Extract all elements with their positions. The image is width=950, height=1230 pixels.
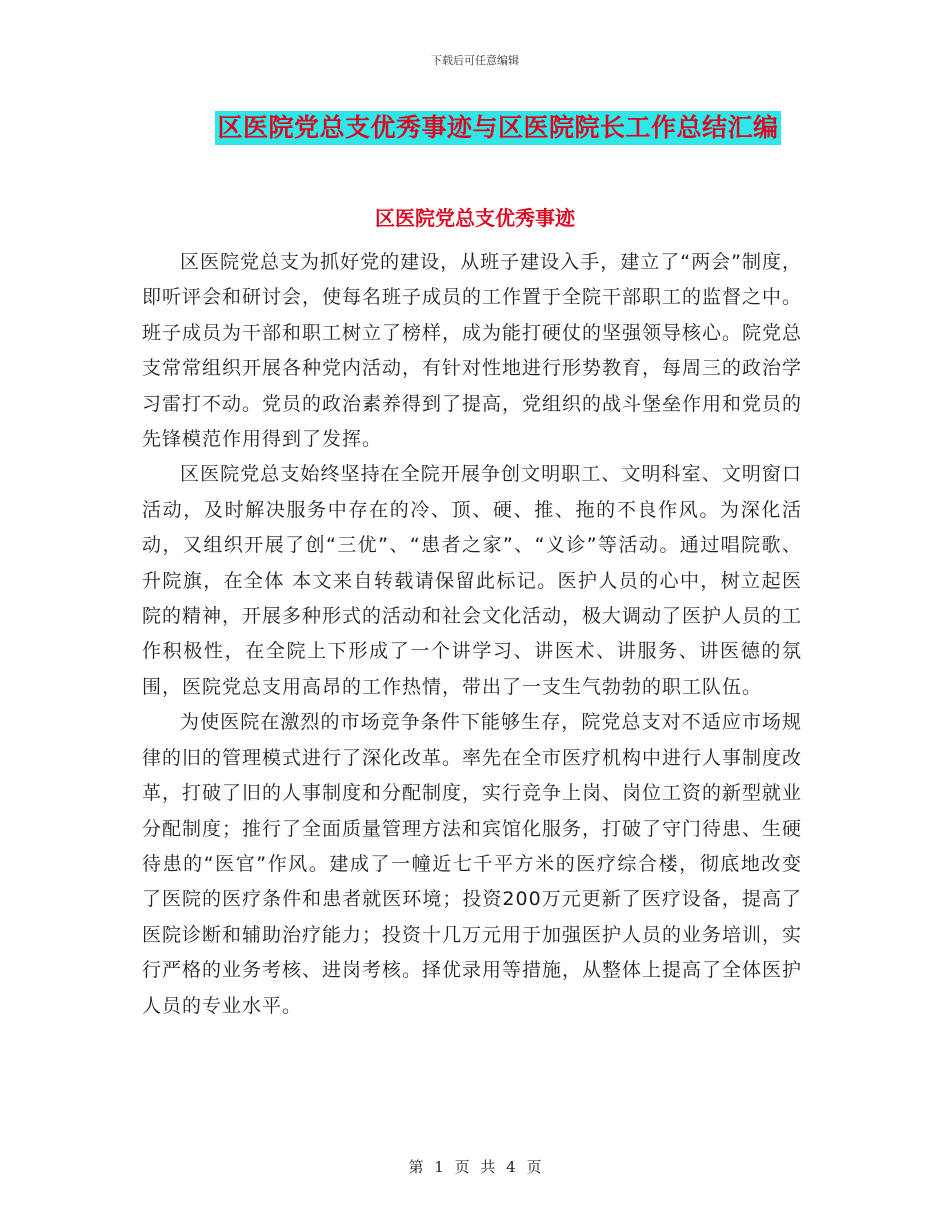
section-title: 区医院党总支优秀事迹: [375, 206, 575, 230]
header-note: 下载后可任意编辑: [431, 54, 519, 67]
paragraph-3: 为使医院在激烈的市场竞争条件下能够生存，院党总支对不适应市场规律的旧的管理模式进行了深化改革。率先在全市医疗机构中进行人事制度改革，打破了旧的人事制度和分配制度，实行竞争上岗、岗位工资的新型就业分配制度；推行了全面质量管理方法和宾馆化服务，打破了守门待患、生硬待患的“医官”作风。建成了一幢近七千平方米的医疗综合楼，彻底地改变了医院的医疗条件和患者就医环境；投资200万元更新了医疗设备，提高了医院诊断和辅助治疗能力；投资十几万元用于加强医护人员的业务培训，实行严格的业务考核、进岗考核。择优录用等措施，从整体上提高了全体医护人员的专业水平。: [142, 711, 803, 1017]
paragraph-2: 区医院党总支始终坚持在全院开展争创文明职工、文明科室、文明窗口活动，及时解决服务中存在的冷、顶、硬、推、拖的不良作风。为深化活动，又组织开展了创“三优”、“患者之家”、“义诊”等活动。通过唱院歌、升院旗，在全体 本文来自转载请保留此标记。医护人员的心中，树立起医院的精神，开展多种形式的活动和社会文化活动，极大调动了医护人员的工作积极性，在全院上下形成了一个讲学习、讲医术、讲服务、讲医德的氛围，医院党总支用高昂的工作热情，带出了一支生气勃勃的职工队伍。: [142, 463, 803, 698]
body-text: [142, 245, 802, 1024]
paragraph-1: 区医院党总支为抓好党的建设，从班子建设入手，建立了“两会”制度，即听评会和研讨会，使每名班子成员的工作置于全院干部职工的监督之中。班子成员为干部和职工树立了榜样，成为能打硬仗的坚强领导核心。院党总支常常组织开展各种党内活动，有针对性地进行形势教育，每周三的政治学习雷打不动。党员的政治素养得到了提高，党组织的战斗堡垒作用和党员的先锋模范作用得到了发挥。: [142, 251, 803, 451]
page-footer: 第 1 页 共 4 页: [408, 1158, 542, 1176]
document-title: 区医院党总支优秀事迹与区医院院长工作总结汇编: [215, 111, 780, 145]
document-title-container: [0, 111, 950, 145]
